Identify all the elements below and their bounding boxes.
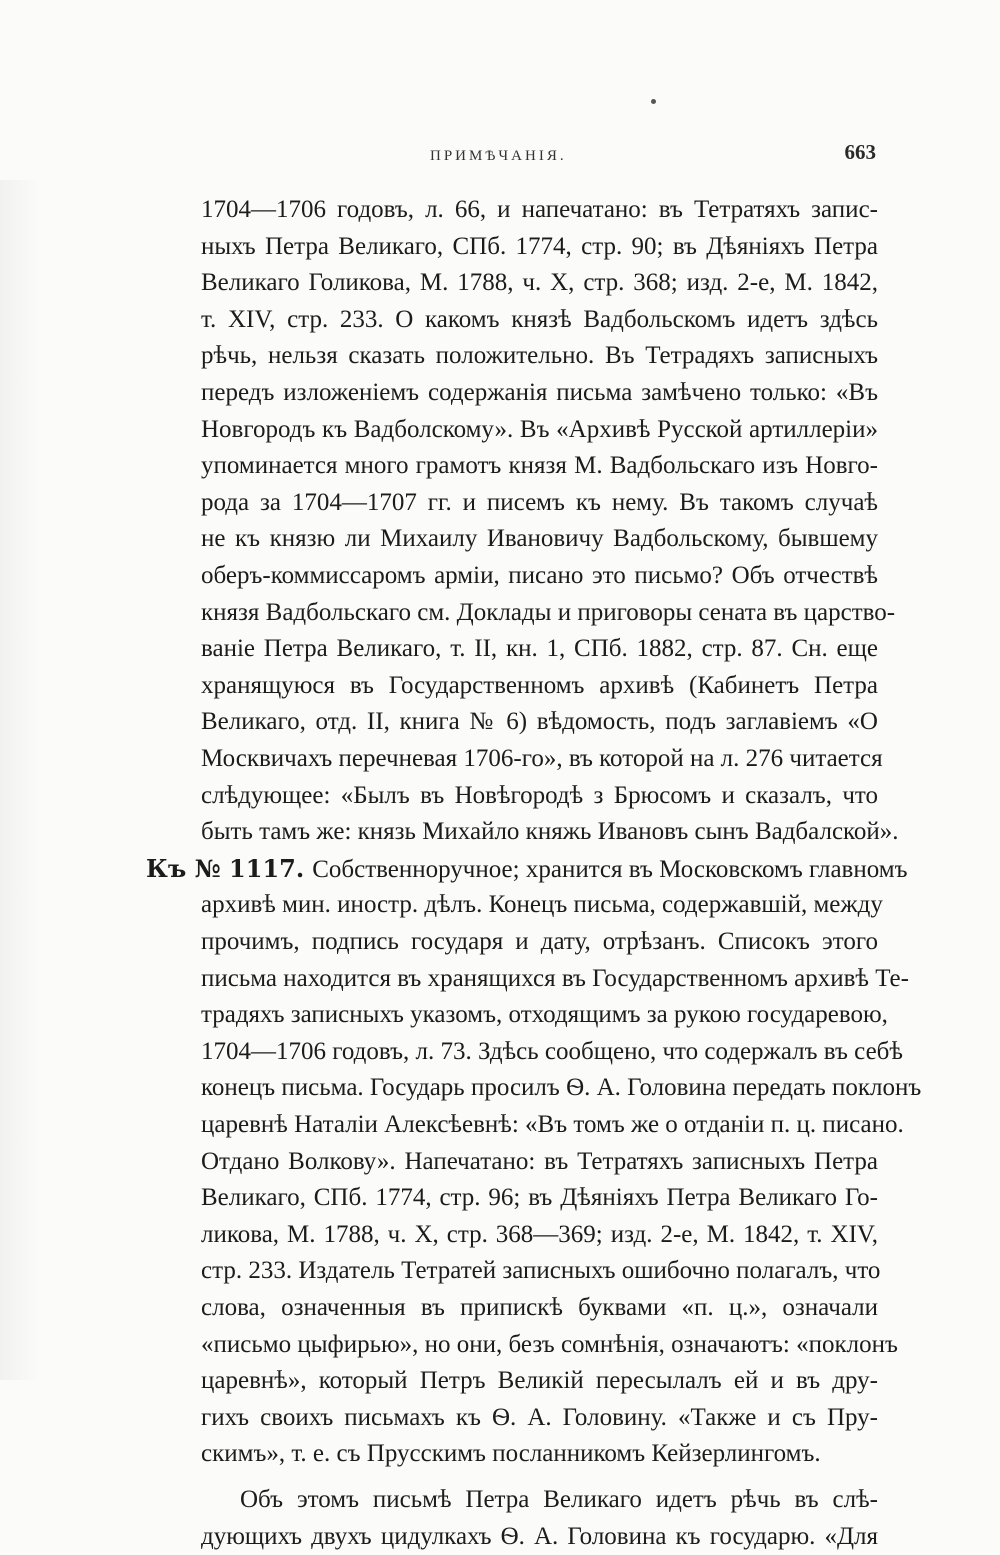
text-line: быть тамъ же: князь Михайло княжь Ивановъ сынъ Вадбалской». xyxy=(201,818,899,846)
text-line: передъ изложеніемъ содержанія письма замѣчено только: «Въ xyxy=(201,379,878,406)
text-line: князя Вадбольскаго см. Доклады и приговоры сената въ царство- xyxy=(201,598,896,626)
text-line: архивѣ мин. иностр. дѣлъ. Конецъ письма, содержавшій, между xyxy=(201,891,883,919)
text-line: 1704—1706 годовъ, л. 73. Здѣсь сообщено, что содержалъ въ себѣ xyxy=(201,1037,903,1065)
text-line: письма находится въ хранящихся въ Государственномъ архивѣ Те- xyxy=(201,964,909,992)
text-line: царевнѣ», который Петръ Великій пересылалъ ей и въ дру- xyxy=(201,1367,878,1395)
text-line: Великаго, СПб. 1774, стр. 96; въ Дѣяніяхъ Петра Великаго Го- xyxy=(201,1184,878,1212)
page-edge-shadow xyxy=(0,180,40,1380)
text-line: слова, означенныя въ припискѣ буквами «п. ц.», означали xyxy=(201,1294,878,1321)
text-line: рѣчь, нельзя сказать положительно. Въ Тетрадяхъ записныхъ xyxy=(201,342,878,370)
entry-text: Собственноручное; хранится въ Московскомъ главномъ xyxy=(312,855,908,883)
text-line: дующихъ двухъ цидулкахъ Ѳ. А. Головина къ государю. «Для xyxy=(201,1522,878,1550)
text-line: т. XIV, стр. 233. О какомъ князѣ Вадбольскомъ идетъ здѣсь xyxy=(201,305,878,333)
text-line: Москвичахъ перечневая 1706-го», въ которой на л. 276 читается xyxy=(201,745,883,772)
text-line: Новгородъ къ Вадболскому». Въ «Архивѣ Русской артиллеріи» xyxy=(201,415,878,443)
entry-label: Къ № 1117. xyxy=(146,853,305,883)
text-line: Великаго Голикова, М. 1788, ч. X, стр. 368; изд. 2-е, М. 1842, xyxy=(201,269,878,297)
text-line: гихъ своихъ письмахъ къ Ѳ. А. Головину. «Также и съ Пру- xyxy=(201,1403,878,1431)
text-line: Объ этомъ письмѣ Петра Великаго идетъ рѣчь въ слѣ- xyxy=(240,1486,878,1514)
text-line: прочимъ, подпись государя и дату, отрѣзанъ. Списокъ этого xyxy=(201,928,878,955)
page-number: 663 xyxy=(844,140,876,164)
text-line: хранящуюся въ Государственномъ архивѣ (Кабинетъ Петра xyxy=(201,671,878,699)
text-line: конецъ письма. Государь просилъ Ѳ. А. Головина передать поклонъ xyxy=(201,1074,922,1102)
text-line: ныхъ Петра Великаго, СПб. 1774, стр. 90; въ Дѣяніяхъ Петра xyxy=(201,232,878,260)
text-line: 1704—1706 годовъ, л. 66, и напечатано: въ Тетратяхъ запис- xyxy=(201,196,878,223)
text-line: Великаго, отд. II, книга № 6) вѣдомость, подъ заглавіемъ «О xyxy=(201,708,878,736)
text-line: ваніе Петра Великаго, т. II, кн. 1, СПб. 1882, стр. 87. Сн. еще xyxy=(201,635,878,663)
text-line: традяхъ записныхъ указомъ, отходящимъ за рукою государевою, xyxy=(201,1001,888,1029)
ink-speck xyxy=(651,99,656,104)
text-line: скимъ», т. е. съ Прусскимъ посланникомъ Кейзерлингомъ. xyxy=(201,1440,821,1468)
running-header xyxy=(200,140,880,174)
text-line: слѣдующее: «Былъ въ Новѣгородѣ з Брюсомъ и сказалъ, что xyxy=(201,781,878,809)
running-title: ПРИМѢЧАНІЯ. xyxy=(430,148,567,164)
text-line: царевнѣ Наталіи Алексѣевнѣ: «Въ томъ же о отданіи п. ц. писано. xyxy=(201,1111,904,1138)
text-line: не къ князю ли Михаилу Ивановичу Вадбольскому, бывшему xyxy=(201,525,878,553)
text-line: Отдано Волкову». Напечатано: въ Тетратяхъ записныхъ Петра xyxy=(201,1147,878,1175)
text-line: оберъ-коммиссаромъ арміи, писано это письмо? Объ отчествѣ xyxy=(201,562,878,589)
text-line: упоминается много грамотъ князя М. Вадбольскаго изъ Новго- xyxy=(201,452,878,480)
text-line: ликова, М. 1788, ч. X, стр. 368—369; изд. 2-е, М. 1842, т. XIV, xyxy=(201,1220,878,1248)
entry-line xyxy=(146,851,908,887)
text-line: «письмо цыфирью», но они, безъ сомнѣнія, означаютъ: «поклонъ xyxy=(201,1330,898,1358)
text-line: стр. 233. Издатель Тетратей записныхъ ошибочно полагалъ, что xyxy=(201,1257,881,1285)
text-line: рода за 1704—1707 гг. и писемъ къ нему. Въ такомъ случаѣ xyxy=(201,488,878,516)
